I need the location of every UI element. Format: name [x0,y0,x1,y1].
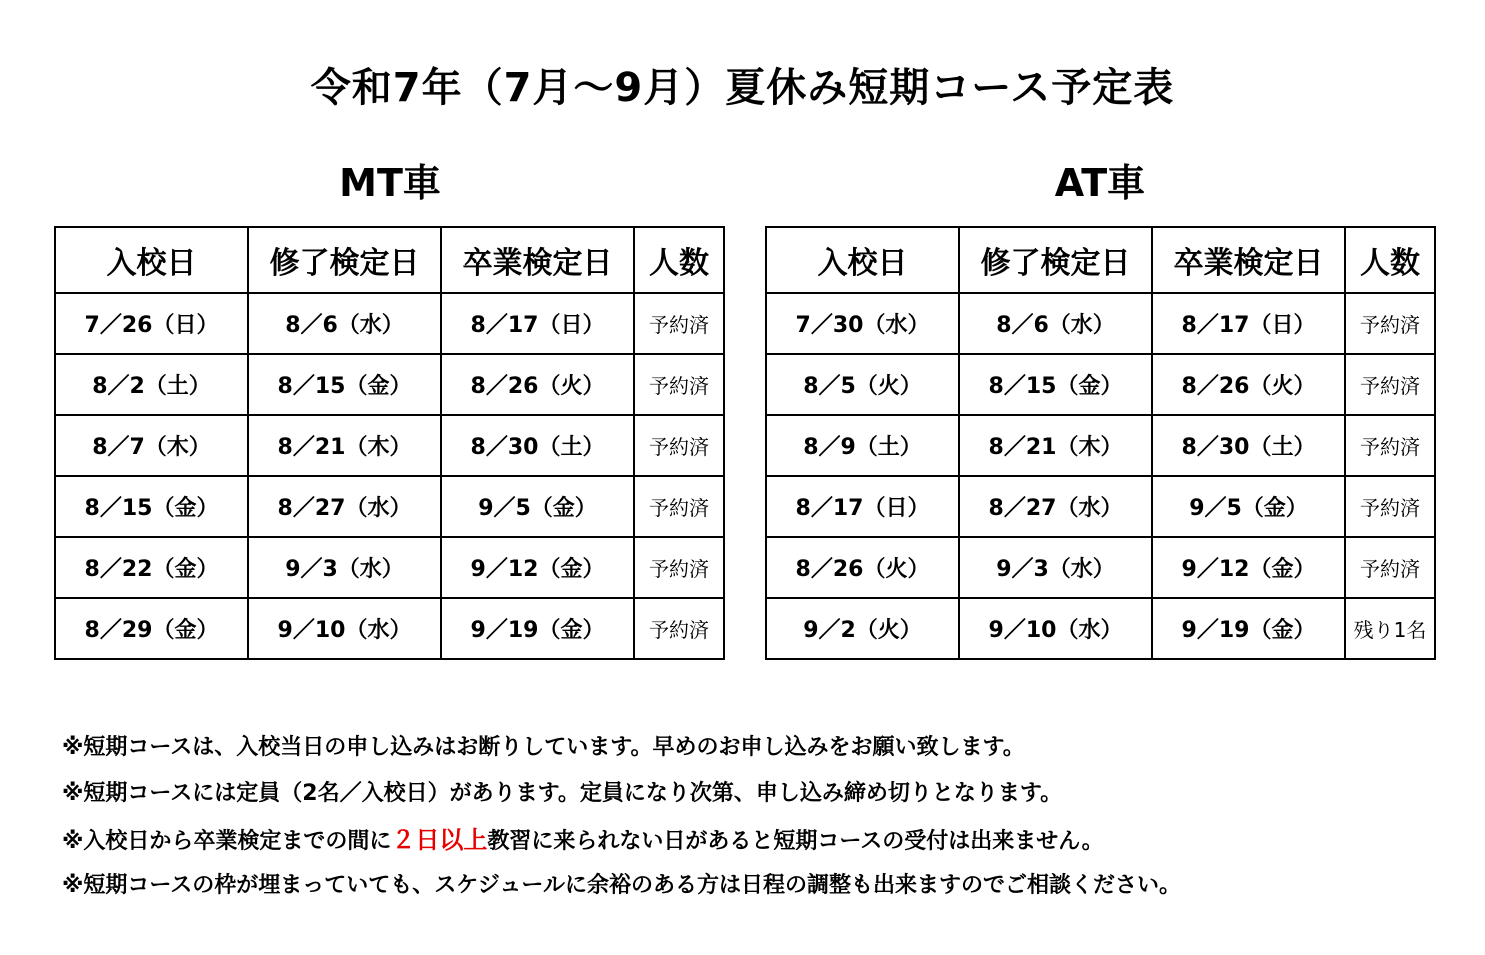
table-row [766,415,1435,476]
enroll-date-cell: 9／2（火） [766,598,959,659]
completion-exam-cell: 8／15（金） [248,354,441,415]
table-row [766,476,1435,537]
count-cell: 残り1名 [1345,598,1435,659]
count-cell: 予約済 [634,476,724,537]
header-graduation-exam-date: 卒業検定日 [1152,227,1345,293]
count-cell: 予約済 [634,537,724,598]
graduation-exam-cell: 9／12（金） [441,537,634,598]
header-graduation-exam-date: 卒業検定日 [441,227,634,293]
notes-section [62,733,1462,917]
graduation-exam-cell: 8／26（火） [441,354,634,415]
note-absence-rule-after: 教習に来られない日があると短期コースの受付は出来ません。 [487,829,1104,854]
completion-exam-cell: 8／6（水） [248,293,441,354]
completion-exam-cell: 9／3（水） [248,537,441,598]
header-enroll-date: 入校日 [766,227,959,293]
enroll-date-cell: 8／2（土） [55,354,248,415]
completion-exam-cell: 8／27（水） [248,476,441,537]
table-row [766,598,1435,659]
table-row [766,293,1435,354]
completion-exam-cell: 8／27（水） [959,476,1152,537]
note-same-day-application: ※短期コースは、入校当日の申し込みはお断りしています。早めのお申し込みをお願い致します。 [62,735,1025,760]
graduation-exam-cell: 8／30（土） [1152,415,1345,476]
enroll-date-cell: 8／29（金） [55,598,248,659]
graduation-exam-cell: 9／5（金） [441,476,634,537]
enroll-date-cell: 8／5（火） [766,354,959,415]
count-cell: 予約済 [1345,354,1435,415]
page-title: 令和7年（7月～9月）夏休み短期コース予定表 [310,65,1175,111]
mt-header-row [55,227,724,293]
header-count: 人数 [634,227,724,293]
header-enroll-date: 入校日 [55,227,248,293]
graduation-exam-cell: 8／30（土） [441,415,634,476]
completion-exam-cell: 8／21（木） [959,415,1152,476]
count-cell: 予約済 [1345,293,1435,354]
count-cell: 予約済 [634,354,724,415]
table-row [55,537,724,598]
table-row [55,293,724,354]
graduation-exam-cell: 9／12（金） [1152,537,1345,598]
at-header-row [766,227,1435,293]
enroll-date-cell: 8／22（金） [55,537,248,598]
count-cell: 予約済 [1345,537,1435,598]
count-cell: 予約済 [634,293,724,354]
enroll-date-cell: 7／30（水） [766,293,959,354]
note-schedule-consultation: ※短期コースの枠が埋まっていても、スケジュールに余裕のある方は日程の調整も出来ますのでご相談ください。 [62,873,1181,898]
completion-exam-cell: 8／6（水） [959,293,1152,354]
note-capacity: ※短期コースには定員（2名／入校日）があります。定員になり次第、申し込み締め切りとなります。 [62,781,1063,806]
table-row [766,354,1435,415]
header-completion-exam-date: 修了検定日 [248,227,441,293]
completion-exam-cell: 9／3（水） [959,537,1152,598]
completion-exam-cell: 8／21（木） [248,415,441,476]
table-row [55,415,724,476]
table-row [55,476,724,537]
graduation-exam-cell: 8／26（火） [1152,354,1345,415]
graduation-exam-cell: 8／17（日） [1152,293,1345,354]
note-absence-rule-before: ※入校日から卒業検定までの間に [62,829,392,854]
header-completion-exam-date: 修了検定日 [959,227,1152,293]
graduation-exam-cell: 9／19（金） [441,598,634,659]
mt-schedule-table [54,226,725,660]
table-row [55,598,724,659]
graduation-exam-cell: 9／19（金） [1152,598,1345,659]
count-cell: 予約済 [1345,415,1435,476]
completion-exam-cell: 9／10（水） [959,598,1152,659]
enroll-date-cell: 8／26（火） [766,537,959,598]
table-row [55,354,724,415]
enroll-date-cell: 8／15（金） [55,476,248,537]
count-cell: 予約済 [634,415,724,476]
completion-exam-cell: 8／15（金） [959,354,1152,415]
at-schedule-table [765,226,1436,660]
count-cell: 予約済 [634,598,724,659]
enroll-date-cell: 8／9（土） [766,415,959,476]
note-absence-rule-highlight: ２日以上 [391,826,488,854]
enroll-date-cell: 8／7（木） [55,415,248,476]
completion-exam-cell: 9／10（水） [248,598,441,659]
graduation-exam-cell: 8／17（日） [441,293,634,354]
note-absence-rule [62,825,1462,871]
enroll-date-cell: 8／17（日） [766,476,959,537]
graduation-exam-cell: 9／5（金） [1152,476,1345,537]
header-count: 人数 [1345,227,1435,293]
count-cell: 予約済 [1345,476,1435,537]
mt-section-title: MT車 [339,161,441,205]
at-section-title: AT車 [1054,161,1146,205]
table-row [766,537,1435,598]
enroll-date-cell: 7／26（日） [55,293,248,354]
